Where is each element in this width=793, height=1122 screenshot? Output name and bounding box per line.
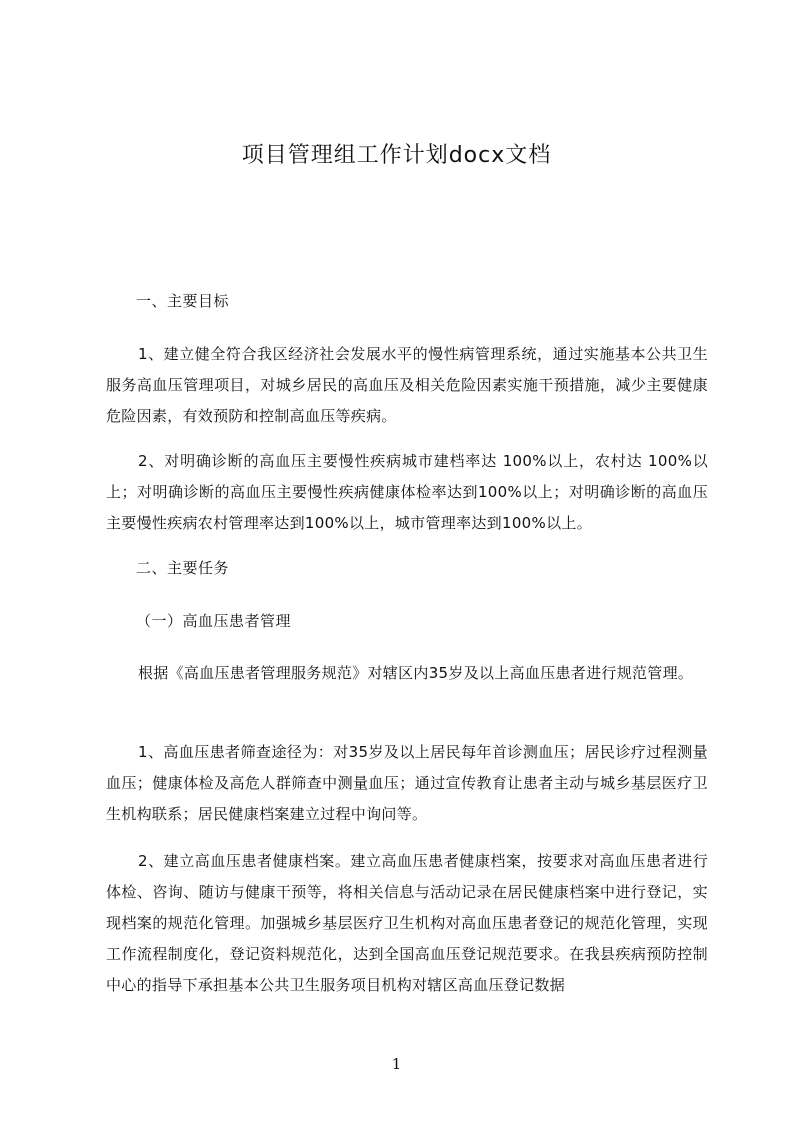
section-heading-tasks: 二、主要任务: [136, 559, 230, 577]
paragraph-goal-2: 2、对明确诊断的高血压主要慢性疾病城市建档率达 100%以上，农村达 100%以上；对明确诊断的高血压主要慢性疾病健康体检率达到100%以上；对明确诊断的高血压主要慢性疾病农村管理率达到100%以上，城市管理率达到100%以上。: [106, 452, 708, 532]
document-title: 项目管理组工作计划docx文档: [241, 143, 552, 168]
paragraph-task-2: 2、建立高血压患者健康档案。建立高血压患者健康档案，按要求对高血压患者进行体检、咨询、随访与健康干预等，将相关信息与活动记录在居民健康档案中进行登记，实现档案的规范化管理。加强城乡基层医疗卫生机构对高血压患者登记的规范化管理，实现工作流程制度化，登记资料规范化，达到全国高血压登记规范要求。在我县疾病预防控制中心的指导下承担基本公共卫生服务项目机构对辖区高血压登记数据: [106, 852, 708, 994]
subsection-heading-hypertension-management: （一）高血压患者管理: [136, 612, 292, 630]
section-heading-goals: 一、主要目标: [136, 292, 230, 310]
page-number: 1: [391, 1055, 402, 1073]
paragraph-task-intro: 根据《高血压患者管理服务规范》对辖区内35岁及以上高血压患者进行规范管理。: [138, 664, 694, 682]
paragraph-task-1: 1、高血压患者筛查途径为：对35岁及以上居民每年首诊测血压；居民诊疗过程测量血压；健康体检及高危人群筛查中测量血压；通过宣传教育让患者主动与城乡基层医疗卫生机构联系；居民健康档案建立过程中询问等。: [106, 743, 708, 823]
paragraph-goal-1: 1、建立健全符合我区经济社会发展水平的慢性病管理系统，通过实施基本公共卫生服务高血压管理项目，对城乡居民的高血压及相关危险因素实施干预措施，减少主要健康危险因素，有效预防和控制高血压等疾病。: [106, 345, 708, 425]
